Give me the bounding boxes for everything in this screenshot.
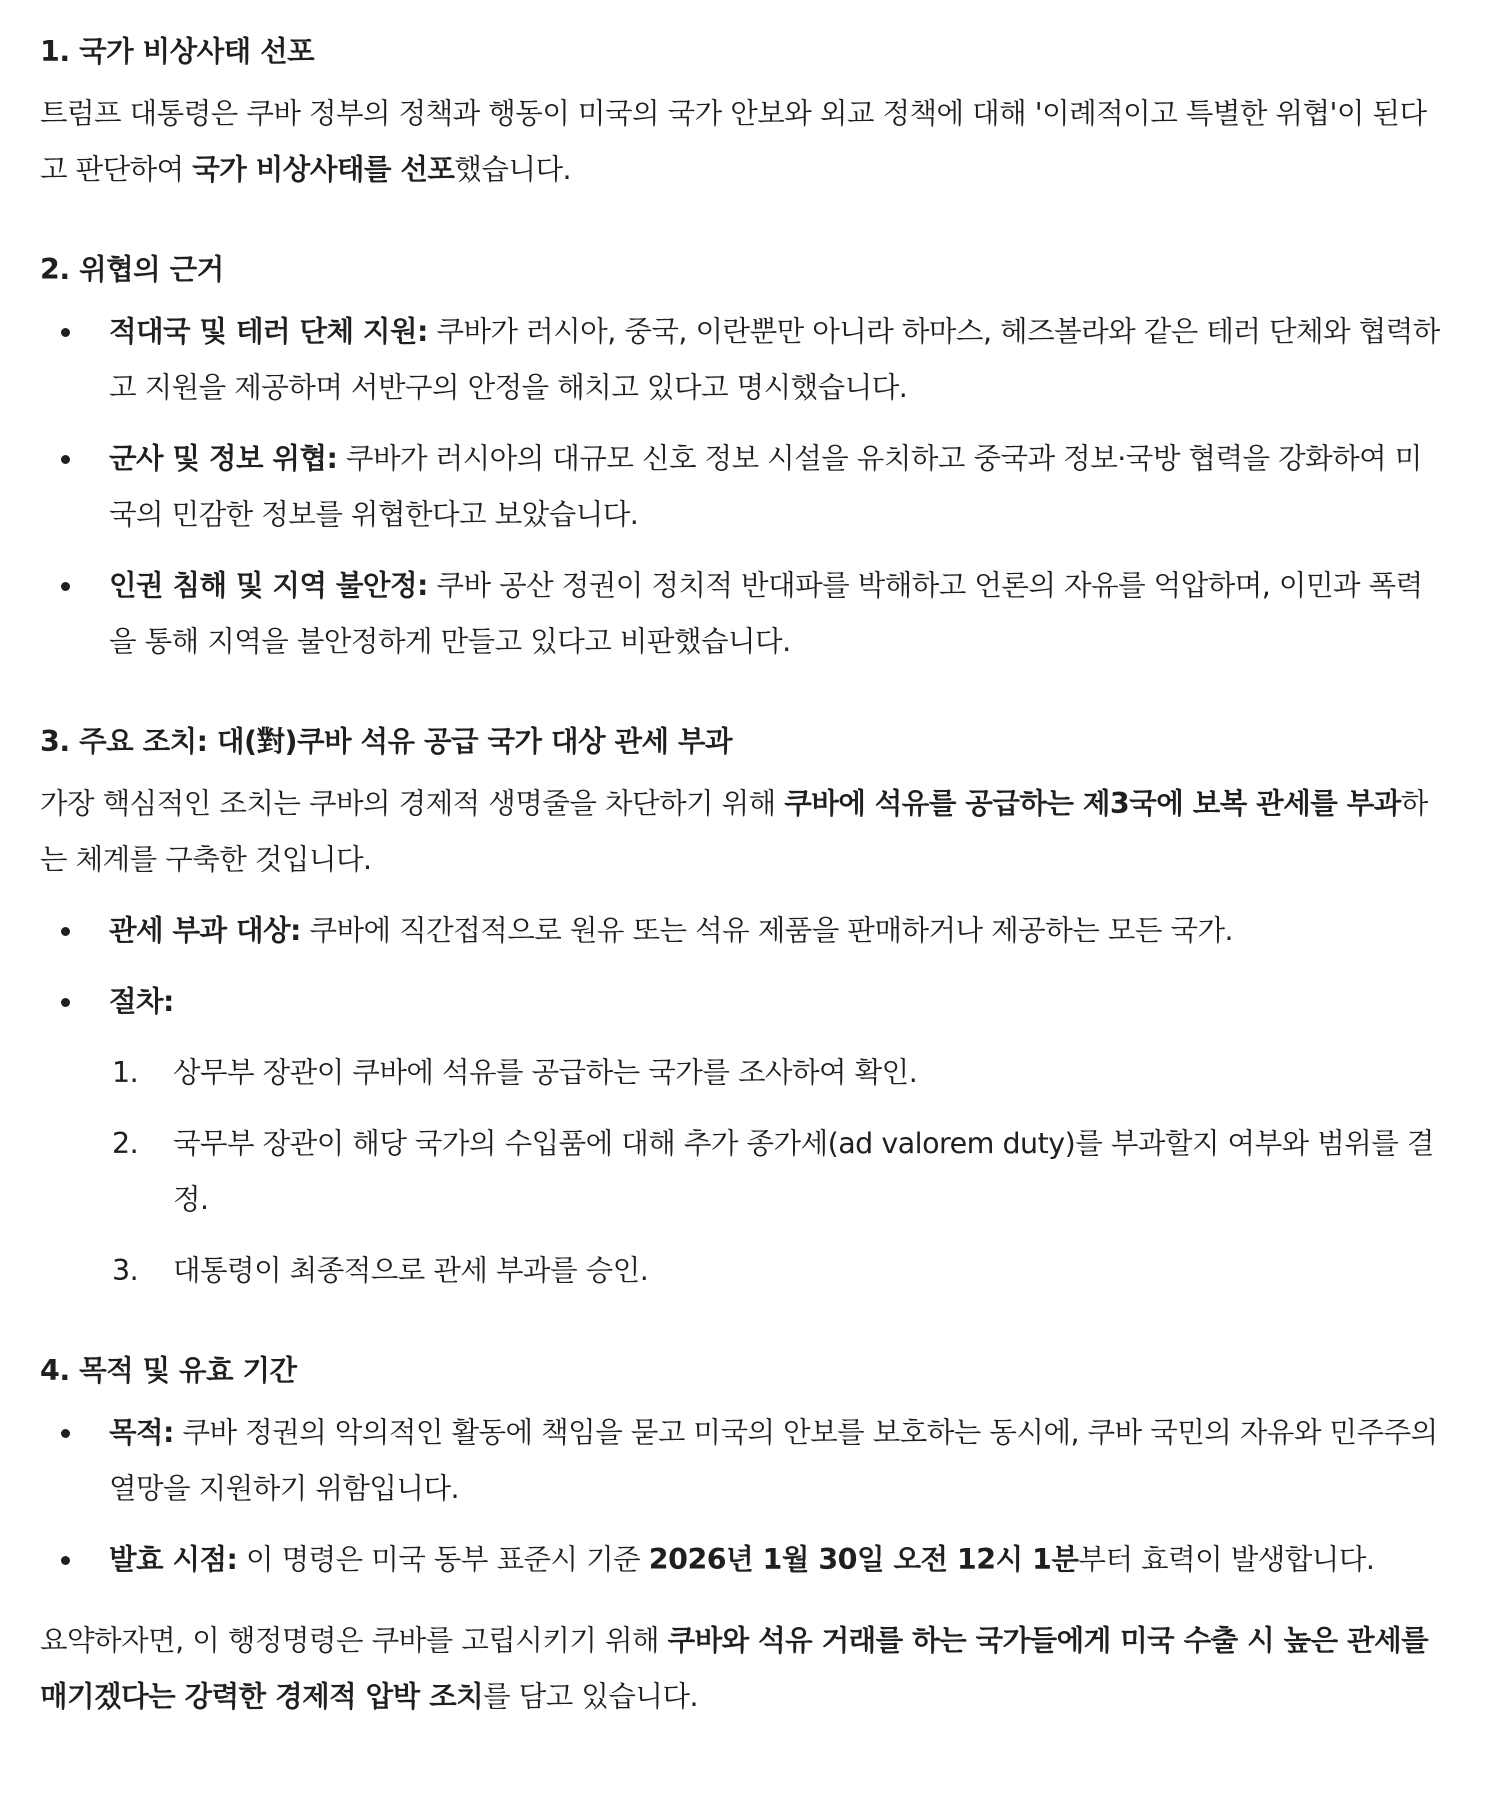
section-3-bold: 쿠바에 석유를 공급하는 제3국에 보복 관세를 부과: [784, 787, 1401, 820]
summary-paragraph: [40, 1613, 1446, 1725]
list-item: [40, 431, 1446, 543]
item-label: 관세 부과 대상:: [109, 914, 301, 947]
step-text: 국무부 장관이 해당 국가의 수입품에 대해 추가 종가세(ad valorem duty)를 부과할지 여부와 범위를 결정.: [173, 1127, 1434, 1216]
list-item: [40, 1532, 1446, 1588]
list-item: [40, 558, 1446, 670]
item-label: 적대국 및 테러 단체 지원:: [109, 315, 428, 348]
step-item: [40, 1045, 1446, 1101]
summary-text-a: 요약하자면, 이 행정명령은 쿠바를 고립시키기 위해: [40, 1624, 668, 1657]
item-label: 군사 및 정보 위협:: [109, 442, 338, 475]
step-item: [40, 1243, 1446, 1299]
bullet-icon: [61, 455, 70, 464]
item-text-b: 부터 효력이 발생합니다.: [1078, 1543, 1375, 1576]
item-text-a: 이 명령은 미국 동부 표준시 기준: [237, 1543, 649, 1576]
section-3-text-b: 하는 체계를 구축한 것입니다.: [40, 787, 1428, 876]
list-item: [40, 1405, 1446, 1517]
list-item: [40, 304, 1446, 416]
bullet-icon: [61, 582, 70, 591]
section-3-heading: 3. 주요 조치: 대(對)쿠바 석유 공급 국가 대상 관세 부과: [40, 725, 732, 758]
section-3-list: [40, 903, 1446, 1030]
item-text: 쿠바 공산 정권이 정치적 반대파를 박해하고 언론의 자유를 억압하며, 이민과 폭력을 통해 지역을 불안정하게 만들고 있다고 비판했습니다.: [109, 569, 1423, 658]
step-number: 1.: [112, 1056, 139, 1089]
step-text: 상무부 장관이 쿠바에 석유를 공급하는 국가를 조사하여 확인.: [173, 1056, 918, 1089]
section-1-text-a: 트럼프 대통령은 쿠바 정부의 정책과 행동이 미국의 국가 안보와 외교 정책에 대해 '이례적이고 특별한 위협'이 된다고 판단하여: [40, 97, 1427, 186]
section-1-heading: 1. 국가 비상사태 선포: [40, 35, 315, 68]
step-item: [40, 1116, 1446, 1228]
step-text: 대통령이 최종적으로 관세 부과를 승인.: [173, 1254, 649, 1287]
item-label: 인권 침해 및 지역 불안정:: [109, 569, 428, 602]
bullet-icon: [61, 1556, 70, 1565]
section-2-list: [40, 304, 1446, 670]
effective-date: 2026년 1월 30일 오전 12시 1분: [648, 1543, 1079, 1576]
section-1-text-b: 했습니다.: [454, 153, 572, 186]
step-number: 2.: [112, 1127, 139, 1160]
item-label: 절차:: [109, 985, 174, 1018]
section-1-paragraph: [40, 86, 1446, 198]
list-item: [40, 903, 1446, 959]
section-1-bold: 국가 비상사태를 선포: [192, 153, 455, 186]
list-item: [40, 974, 1446, 1030]
section-4-list: [40, 1405, 1446, 1588]
summary-text-b: 를 담고 있습니다.: [483, 1680, 699, 1713]
section-3-text-a: 가장 핵심적인 조치는 쿠바의 경제적 생명줄을 차단하기 위해: [40, 787, 785, 820]
section-3-paragraph: [40, 776, 1446, 888]
item-text: 쿠바가 러시아의 대규모 신호 정보 시설을 유치하고 중국과 정보·국방 협력을 강화하여 미국의 민감한 정보를 위협한다고 보았습니다.: [109, 442, 1422, 531]
bullet-icon: [61, 1429, 70, 1438]
bullet-icon: [61, 998, 70, 1007]
bullet-icon: [61, 927, 70, 936]
section-2-heading: 2. 위협의 근거: [40, 253, 224, 286]
item-label: 목적:: [109, 1416, 174, 1449]
item-label: 발효 시점:: [109, 1543, 238, 1576]
summary-bold: 쿠바와 석유 거래를 하는 국가들에게 미국 수출 시 높은 관세를 매기겠다는 강력한 경제적 압박 조치: [40, 1624, 1429, 1713]
procedure-steps: [40, 1045, 1446, 1299]
section-4-heading: 4. 목적 및 유효 기간: [40, 1354, 297, 1387]
item-text: 쿠바 정권의 악의적인 활동에 책임을 묻고 미국의 안보를 보호하는 동시에, 쿠바 국민의 자유와 민주주의 열망을 지원하기 위함입니다.: [109, 1416, 1438, 1505]
item-text: 쿠바에 직간접적으로 원유 또는 석유 제품을 판매하거나 제공하는 모든 국가.: [300, 914, 1234, 947]
step-number: 3.: [112, 1254, 139, 1287]
item-text: 쿠바가 러시아, 중국, 이란뿐만 아니라 하마스, 헤즈볼라와 같은 테러 단체와 협력하고 지원을 제공하며 서반구의 안정을 해치고 있다고 명시했습니다.: [109, 315, 1440, 404]
bullet-icon: [61, 328, 70, 337]
